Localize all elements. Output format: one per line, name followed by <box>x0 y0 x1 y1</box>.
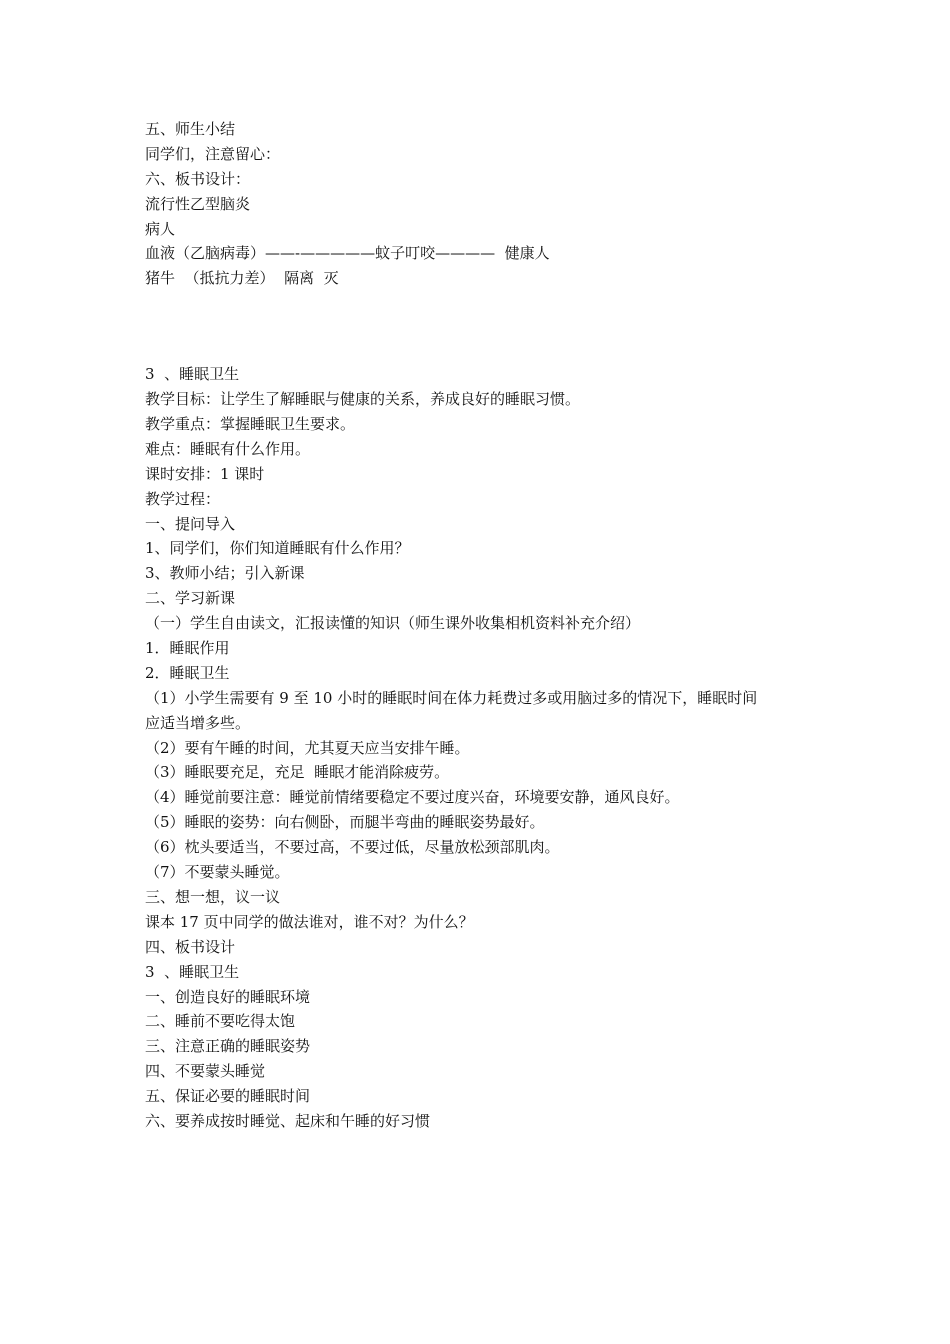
text-line: 血液（乙脑病毒）——-—————蚊子叮咬———— 健康人 <box>145 244 550 263</box>
board-item: 三、注意正确的睡眠姿势 <box>145 1037 311 1056</box>
section-summary-and-board-design <box>145 117 825 291</box>
document-body <box>145 117 825 1134</box>
list-item: （7）不要蒙头睡觉。 <box>145 863 290 882</box>
text-line: 猪牛 （抵抗力差） 隔离 灭 <box>145 269 339 288</box>
board-item: 一、创造良好的睡眠环境 <box>145 987 311 1006</box>
teaching-goal: 教学目标：让学生了解睡眠与健康的关系，养成良好的睡眠习惯。 <box>145 390 581 409</box>
text-line: 课本 17 页中同学的做法谁对，谁不对？为什么？ <box>145 912 474 931</box>
text-line: 3、教师小结；引入新课 <box>145 564 305 583</box>
list-item: （2）要有午睡的时间，尤其夏天应当安排午睡。 <box>145 738 470 757</box>
text-line: 1．睡眠作用 <box>145 639 230 658</box>
heading-board-design: 六、板书设计： <box>145 169 251 188</box>
teaching-process-heading: 教学过程： <box>145 489 221 508</box>
board-item: 四、不要蒙头睡觉 <box>145 1062 266 1081</box>
list-item: （4）睡觉前要注意：睡觉前情绪要稳定不要过度兴奋，环境要安静，通风良好。 <box>145 788 680 807</box>
board-item: 六、要养成按时睡觉、起床和午睡的好习惯 <box>145 1111 431 1130</box>
lesson-title: 3 、睡眠卫生 <box>145 365 240 384</box>
text-line: 1、同学们，你们知道睡眠有什么作用？ <box>145 539 410 558</box>
step-heading: 二、学习新课 <box>145 589 236 608</box>
text-line: 同学们，注意留心： <box>145 144 281 163</box>
step-heading: 一、提问导入 <box>145 514 236 533</box>
list-item: （1）小学生需要有 9 至 10 小时的睡眠时间在体力耗费过多或用脑过多的情况下，睡眠时间 <box>145 688 758 707</box>
section-spacer <box>145 291 825 362</box>
step-heading: 三、想一想，议一议 <box>145 887 281 906</box>
list-item: （6）枕头要适当，不要过高，不要过低，尽量放松颈部肌肉。 <box>145 838 560 857</box>
board-title: 3 、睡眠卫生 <box>145 962 240 981</box>
text-line: 2．睡眠卫生 <box>145 663 230 682</box>
section-sleep-hygiene <box>145 362 825 1134</box>
text-line: （一）学生自由读文，汇报读懂的知识（师生课外收集相机资料补充介绍） <box>145 614 641 633</box>
list-item-continuation: 应适当增多些。 <box>145 713 251 732</box>
board-item: 二、睡前不要吃得太饱 <box>145 1012 296 1031</box>
difficulty: 难点：睡眠有什么作用。 <box>145 439 311 458</box>
list-item: （5）睡眠的姿势：向右侧卧，而腿半弯曲的睡眠姿势最好。 <box>145 813 545 832</box>
teaching-focus: 教学重点：掌握睡眠卫生要求。 <box>145 415 356 434</box>
text-line: 病人 <box>145 219 176 238</box>
board-item: 五、保证必要的睡眠时间 <box>145 1087 311 1106</box>
text-line: 流行性乙型脑炎 <box>145 194 251 213</box>
step-heading: 四、板书设计 <box>145 937 236 956</box>
list-item: （3）睡眠要充足，充足 睡眠才能消除疲劳。 <box>145 763 450 782</box>
heading-teacher-student-summary: 五、师生小结 <box>145 120 236 138</box>
class-hours: 课时安排：1 课时 <box>145 464 265 483</box>
